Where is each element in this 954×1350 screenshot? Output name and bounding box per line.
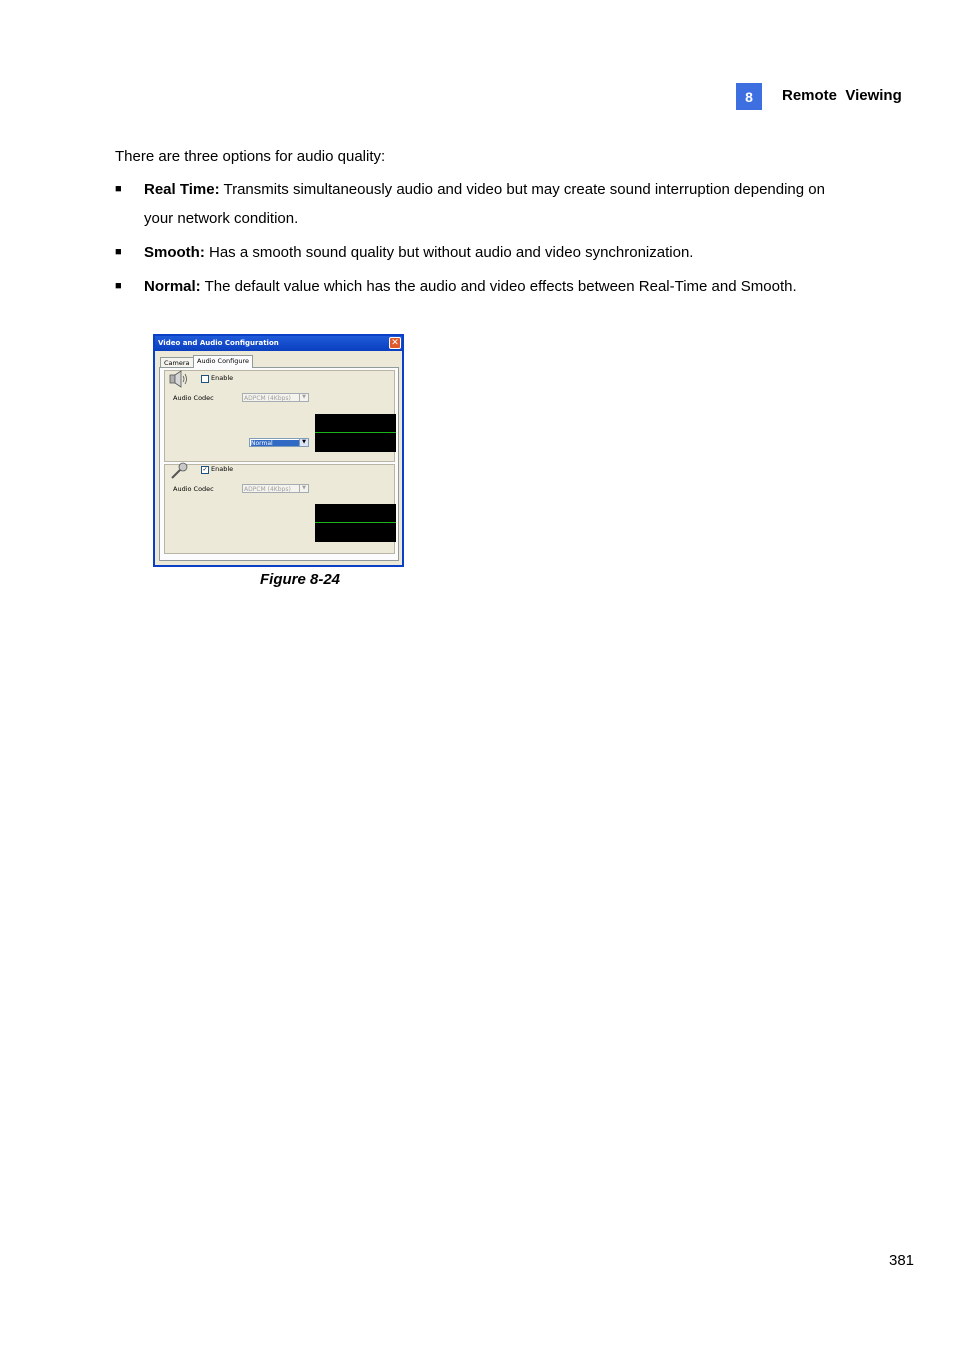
speaker-level-meter [315,414,396,452]
close-button[interactable]: ✕ [389,337,401,349]
dialog-title: Video and Audio Configuration [158,339,279,347]
microphone-group [164,464,395,554]
speaker-icon [169,370,189,388]
speaker-codec-select[interactable] [242,393,309,402]
chevron-down-icon: ▼ [299,439,308,446]
bullet-real-time [115,175,855,233]
bullet-square-icon: ■ [115,183,122,195]
bullet-text: Transmits simultaneously audio and video but may create sound interruption depending on your network condition. [144,181,825,227]
speaker-enable-label: Enable [211,374,234,382]
bullet-text: Has a smooth sound quality but without audio and video synchronization. [204,244,694,261]
speaker-group [164,370,395,462]
meter-line [315,522,396,523]
bullet-square-icon: ■ [115,246,122,258]
microphone-codec-value: ADPCM (4Kbps) [244,486,291,493]
chapter-number-badge: 8 [736,83,762,110]
microphone-codec-label: Audio Codec [173,485,214,493]
speaker-quality-select[interactable] [249,438,309,447]
dialog-titlebar [155,336,402,351]
intro-text: There are three options for audio quality: [115,148,386,165]
chevron-down-icon: ▼ [299,394,308,401]
microphone-icon [169,462,189,480]
microphone-codec-select[interactable] [242,484,309,493]
tab-camera[interactable]: Camera [160,357,194,368]
speaker-codec-value: ADPCM (4Kbps) [244,395,291,402]
tab-audio-configure[interactable]: Audio Configure [193,355,253,368]
bullet-term: Smooth: [144,244,205,261]
meter-line [315,432,396,433]
microphone-enable-checkbox[interactable]: ✓ [202,466,208,473]
bullet-smooth [115,238,855,267]
audio-config-dialog [153,334,404,567]
speaker-enable-checkbox[interactable] [201,375,209,383]
chevron-down-icon: ▼ [299,485,308,492]
bullet-square-icon: ■ [115,280,122,292]
speaker-codec-label: Audio Codec [173,394,214,402]
chapter-title: Remote Viewing [782,87,902,104]
page-number: 381 [889,1252,915,1269]
figure-caption: Figure 8-24 [260,571,341,588]
bullet-text: The default value which has the audio and video effects between Real-Time and Smooth. [200,278,797,295]
bullet-term: Normal: [144,278,201,295]
speaker-quality-value: Normal [251,440,299,447]
bullet-term: Real Time: [144,181,220,198]
audio-configure-panel [159,367,399,561]
microphone-level-meter [315,504,396,542]
microphone-enable-label: Enable [211,465,234,473]
bullet-normal [115,272,855,301]
